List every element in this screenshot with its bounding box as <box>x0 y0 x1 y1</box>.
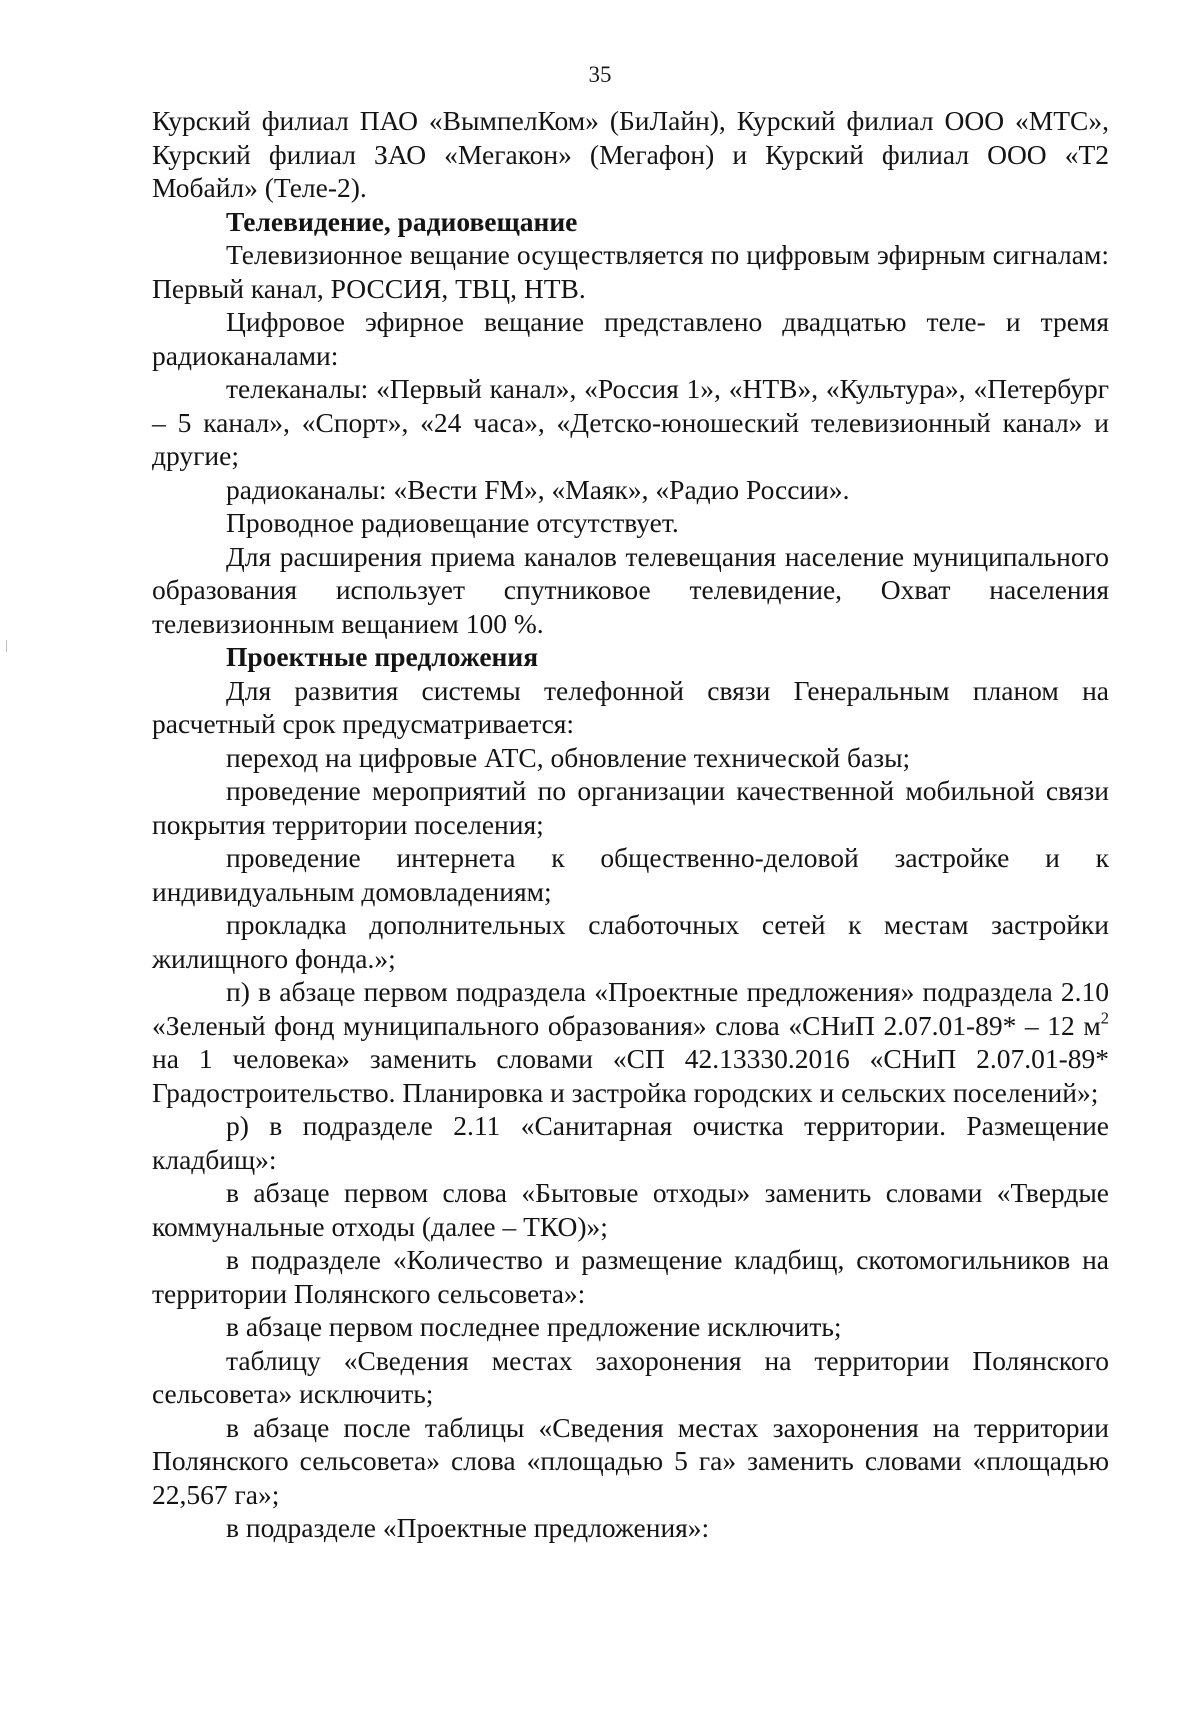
paragraph-operators: Курский филиал ПАО «ВымпелКом» (БиЛайн), Курский филиал ООО «МТС», Курский филиал ЗАО «Мегакон» (Мегафон) и Курский филиал ООО «Т2 Мобайл» (Теле-2). <box>152 105 1109 203</box>
page-number: 35 <box>588 62 612 87</box>
paragraph-digital-ats: переход на цифровые АТС, обновление технической базы; <box>226 741 911 773</box>
paragraph-mobile-coverage: проведение мероприятий по организации качественной мобильной связи покрытия территории поселения; <box>152 775 1109 840</box>
paragraph-cemeteries-subsection: в подразделе «Количество и размещение кладбищ, скотомогильников на территории Полянского сельсовета»: <box>152 1244 1109 1309</box>
paragraph-digital-broadcast: Цифровое эфирное вещание представлено двадцатью теле- и тремя радиоканалами: <box>152 306 1109 371</box>
paragraph-tv-channels: телеканалы: «Первый канал», «Россия 1», «НТВ», «Культура», «Петербург – 5 канал», «Спорт», «24 часа», «Детско-юношеский телевизионный канал» и другие; <box>152 373 1109 471</box>
superscript-squared: 2 <box>1100 1007 1109 1027</box>
paragraph-area-replace: в абзаце после таблицы «Сведения местах захоронения на территории Полянского сельсовета» слова «площадью 5 га» заменить словами «площадью 22,567 га»; <box>152 1411 1109 1510</box>
paragraph-phone-development: Для развития системы телефонной связи Генеральным планом на расчетный срок предусматривается: <box>152 674 1109 739</box>
paragraph-internet: проведение интернета к общественно-деловой застройке и к индивидуальным домовладениям; <box>152 842 1109 907</box>
margin-scan-mark <box>6 640 7 652</box>
amendment-p-text-before: п) в абзаце первом подраздела «Проектные предложения» подраздела 2.10 «Зеленый фонд муниципального образования» слова «СНиП 2.07.01-89* – 12 м <box>152 976 1109 1041</box>
paragraph-project-subsection: в подразделе «Проектные предложения»: <box>226 1512 710 1543</box>
paragraph-amendment-p <box>152 975 1109 1109</box>
paragraph-amendment-r: р) в подразделе 2.11 «Санитарная очистка территории. Размещение кладбищ»: <box>152 1110 1109 1175</box>
amendment-p-text-after: на 1 человека» заменить словами «СП 42.13330.2016 «СНиП 2.07.01-89* Градостроительство. Планировка и застройка городских и сельских поселений»; <box>152 1043 1109 1108</box>
paragraph-radio-channels: радиоканалы: «Вести FM», «Маяк», «Радио России». <box>226 473 850 505</box>
heading-project-proposals: Проектные предложения <box>226 641 539 672</box>
heading-television-radio: Телевидение, радиовещание <box>226 205 578 237</box>
paragraph-tv-broadcast: Телевизионное вещание осуществляется по цифровым эфирным сигналам: Первый канал, РОССИЯ, ТВЦ, НТВ. <box>152 239 1109 304</box>
paragraph-exclude-table: таблицу «Сведения местах захоронения на территории Полянского сельсовета» исключить; <box>152 1344 1109 1409</box>
paragraph-low-current-networks: прокладка дополнительных слаботочных сетей к местам застройки жилищного фонда.»; <box>152 909 1109 974</box>
paragraph-exclude-sentence: в абзаце первом последнее предложение исключить; <box>226 1311 842 1342</box>
paragraph-wired-radio: Проводное радиовещание отсутствует. <box>226 507 679 538</box>
document-body <box>152 104 1109 1545</box>
paragraph-satellite-tv: Для расширения приема каналов телевещания население муниципального образования использует спутниковое телевидение, Охват населения телевизионным вещанием 100 %. <box>152 540 1109 639</box>
paragraph-tko: в абзаце первом слова «Бытовые отходы» заменить словами «Твердые коммунальные отходы (далее – ТКО)»; <box>152 1177 1109 1242</box>
